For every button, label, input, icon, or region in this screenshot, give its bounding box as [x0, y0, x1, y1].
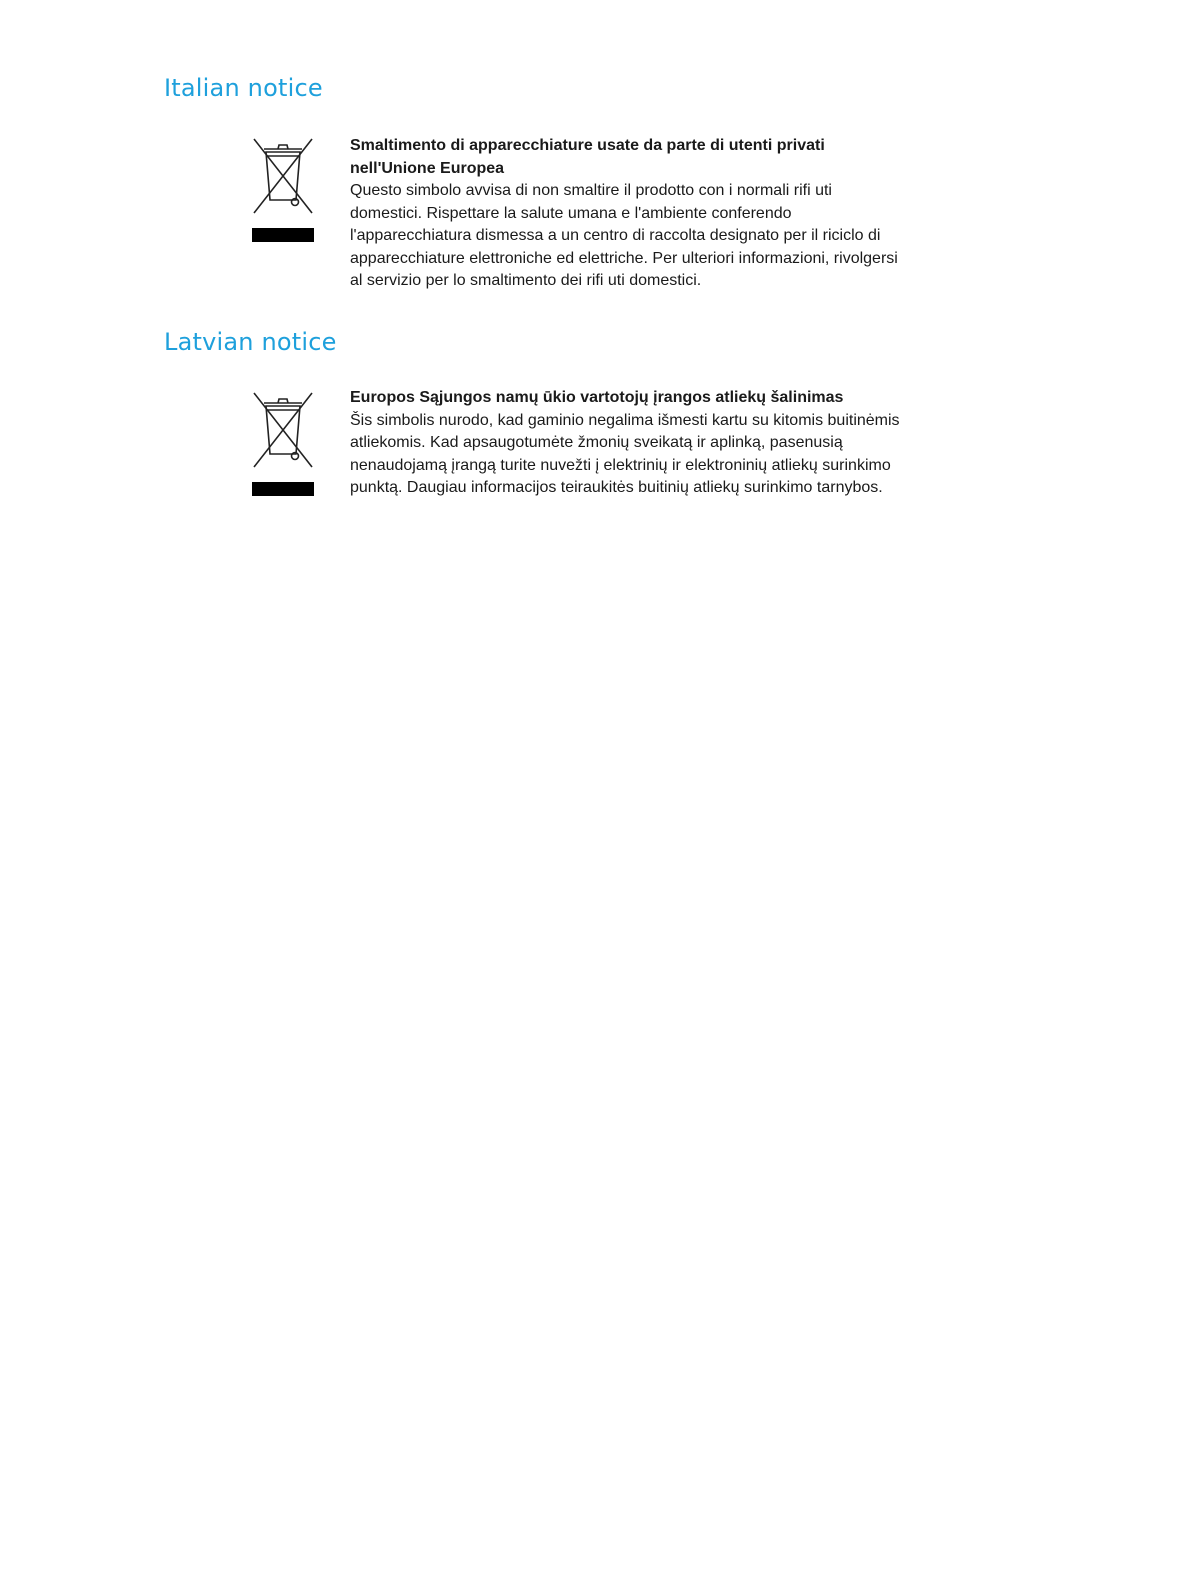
notice-body-line: atliekomis. Kad apsaugotumėte žmonių sveikatą ir aplinką, pasenusią	[350, 434, 843, 451]
notice-body-line: Questo simbolo avvisa di non smaltire il prodotto con i normali rifi uti	[350, 182, 832, 199]
notice-title-line: Smaltimento di apparecchiature usate da parte di utenti privati	[350, 137, 825, 154]
notice-title-line: nell'Unione Europea	[350, 159, 505, 177]
notice-body-line: punktą. Daugiau informacijos teiraukitės buitinių atliekų surinkimo tarnybos.	[350, 479, 883, 496]
notice-body-line: al servizio per lo smaltimento dei rifi uti domestici.	[350, 272, 702, 289]
weee-crossed-bin-icon	[250, 136, 316, 242]
heading-italian-notice: Italian notice	[164, 74, 323, 102]
weee-crossed-bin-icon	[250, 390, 316, 496]
heading-latvian-notice: Latvian notice	[164, 328, 337, 356]
notice-body-line: nenaudojamą įrangą turite nuvežti į elektrinių ir elektroninių atliekų surinkimo	[350, 456, 891, 474]
notice-title-line: Europos Sąjungos namų ūkio vartotojų įrangos atliekų šalinimas	[350, 389, 844, 406]
notice-latvian	[350, 387, 970, 500]
notice-body-line: l'apparecchiatura dismessa a un centro di raccolta designato per il riciclo di	[350, 227, 881, 244]
notice-body-line: Šis simbolis nurodo, kad gaminio negalima išmesti kartu su kitomis buitinėmis	[350, 411, 900, 429]
notice-body-line: domestici. Rispettare la salute umana e l'ambiente conferendo	[350, 204, 792, 222]
notice-body-line: apparecchiature elettroniche ed elettriche. Per ulteriori informazioni, rivolgersi	[350, 249, 898, 267]
notice-italian	[350, 135, 970, 293]
